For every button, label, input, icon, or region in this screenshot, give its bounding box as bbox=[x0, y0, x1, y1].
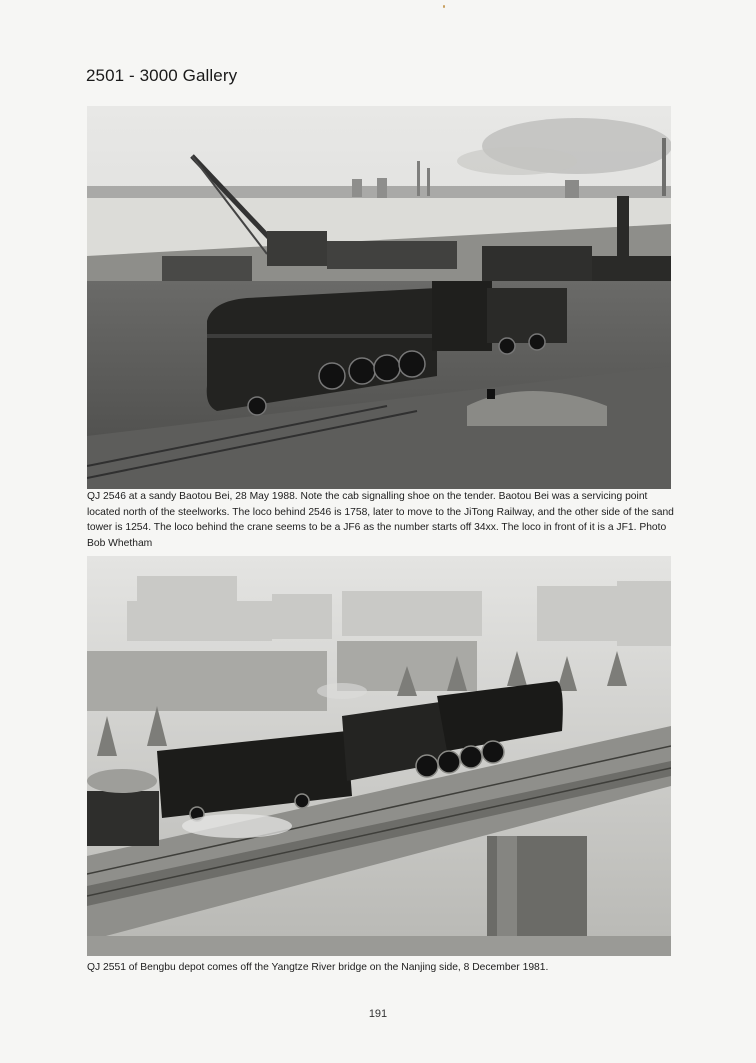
photo-yangtze-bridge bbox=[87, 556, 671, 956]
page-number: 191 bbox=[368, 1008, 388, 1020]
photo-caption: QJ 2551 of Bengbu depot comes off the Yangtze River bridge on the Nanjing side, 8 December 1981. bbox=[87, 962, 549, 973]
paper-speck bbox=[443, 5, 445, 8]
locomotive-photo-2 bbox=[87, 556, 671, 956]
photo-caption: QJ 2546 at a sandy Baotou Bei, 28 May 1988. Note the cab signalling shoe on the tender. Baotou Bei was a servicing point located north of the steelworks. The loco behind 2546 is 1758, later to move to the JiTong Railway, and the other side of the sand tower is 1254. The loco behind the crane seems to be a JF6 as the number starts off 34xx. The loco in front of it is a JF1. Photo Bob Whetham bbox=[87, 491, 674, 549]
page-title: 2501 - 3000 Gallery bbox=[86, 66, 238, 85]
photo-baotou-bei bbox=[87, 106, 671, 489]
locomotive-photo-1 bbox=[87, 106, 671, 489]
